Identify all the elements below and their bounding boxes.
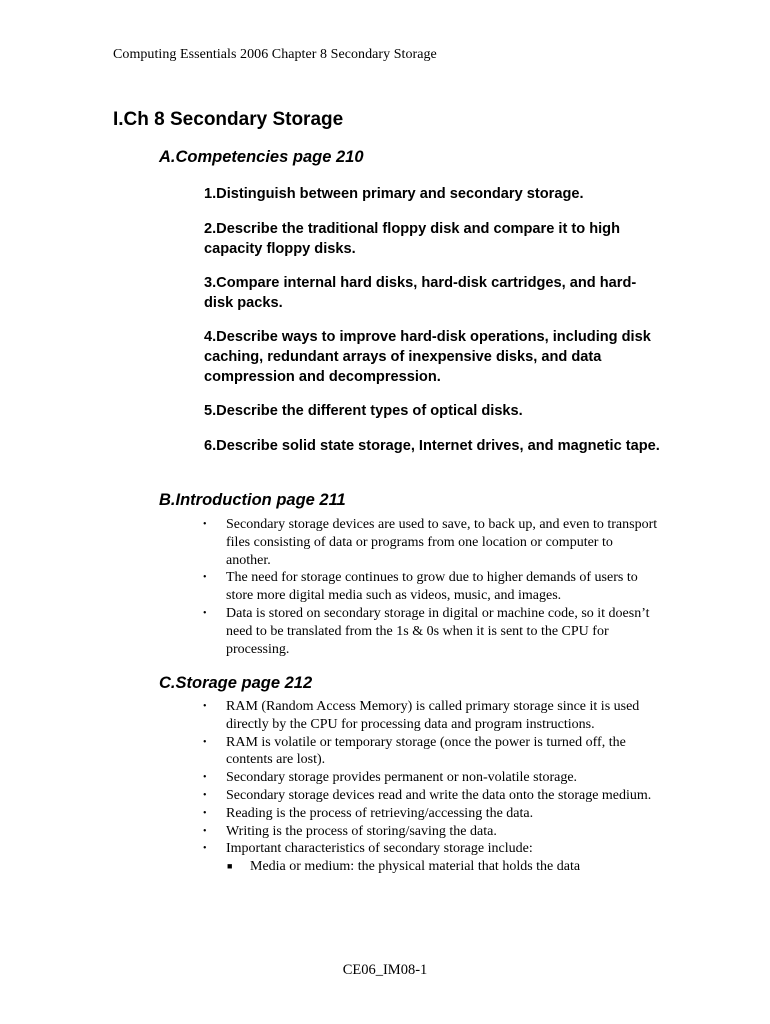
sub-bullet-text: Media or medium: the physical material that holds the data bbox=[250, 859, 581, 875]
bullet-icon: • bbox=[203, 789, 207, 801]
list-item bbox=[0, 605, 658, 658]
competency-item-6: 6.Describe solid state storage, Internet drives, and magnetic tape. bbox=[204, 438, 660, 454]
introduction-heading: B.Introduction page 211 bbox=[159, 491, 346, 509]
storage-heading: C.Storage page 212 bbox=[159, 674, 313, 692]
bullet-icon: • bbox=[203, 807, 207, 819]
competency-item-5: 5.Describe the different types of optical disks. bbox=[204, 403, 523, 419]
list-item bbox=[0, 805, 658, 823]
chapter-title: I.Ch 8 Secondary Storage bbox=[113, 109, 344, 130]
bullet-icon: • bbox=[203, 843, 207, 855]
bullet-text: The need for storage continues to grow due to higher demands of users to store more digital media such as videos, music, and images. bbox=[226, 570, 638, 604]
list-item bbox=[0, 698, 658, 734]
bullet-icon: • bbox=[203, 572, 207, 584]
list-item bbox=[0, 823, 658, 841]
bullet-text: Writing is the process of storing/saving the data. bbox=[226, 823, 497, 839]
list-item bbox=[0, 516, 658, 569]
bullet-icon: • bbox=[203, 607, 207, 619]
bullet-text: Important characteristics of secondary storage include: bbox=[226, 841, 533, 857]
competencies-heading: A.Competencies page 210 bbox=[159, 148, 364, 166]
list-item bbox=[0, 569, 658, 605]
page-footer: CE06_IM08-1 bbox=[342, 962, 428, 978]
competency-item-4: 4.Describe ways to improve hard-disk operations, including disk caching, redundant arrays of inexpensive disks, and data compression and decompression. bbox=[204, 329, 651, 385]
bullet-text: Reading is the process of retrieving/accessing the data. bbox=[226, 805, 534, 821]
bullet-icon: • bbox=[203, 772, 207, 784]
list-item bbox=[0, 840, 658, 858]
bullet-text: Secondary storage devices read and write the data onto the storage medium. bbox=[226, 787, 652, 803]
bullet-text: RAM is volatile or temporary storage (once the power is turned off, the contents are lost). bbox=[226, 734, 626, 768]
running-header: Computing Essentials 2006 Chapter 8 Secondary Storage bbox=[113, 47, 437, 62]
introduction-bullet-list bbox=[0, 516, 658, 658]
competency-item-2: 2.Describe the traditional floppy disk and compare it to high capacity floppy disks. bbox=[204, 221, 620, 257]
bullet-icon: • bbox=[203, 519, 207, 530]
competency-item-1: 1.Distinguish between primary and secondary storage. bbox=[204, 186, 584, 202]
sub-list-item bbox=[0, 858, 670, 876]
competency-item-3: 3.Compare internal hard disks, hard-disk cartridges, and hard-disk packs. bbox=[204, 275, 637, 311]
bullet-icon: • bbox=[203, 825, 207, 837]
bullet-text: Data is stored on secondary storage in digital or machine code, so it doesn’t need to be translated from the 1s & 0s when it is sent to the CPU for processing. bbox=[226, 605, 650, 657]
list-item bbox=[0, 734, 658, 770]
bullet-icon: • bbox=[203, 701, 207, 712]
list-item bbox=[0, 769, 658, 787]
bullet-text: Secondary storage provides permanent or non-volatile storage. bbox=[226, 770, 578, 786]
bullet-text: Secondary storage devices are used to save, to back up, and even to transport files consisting of data or programs from one location or computer to another. bbox=[226, 517, 658, 568]
bullet-icon: • bbox=[203, 736, 207, 748]
list-item bbox=[0, 787, 658, 805]
square-bullet-icon: ■ bbox=[227, 861, 233, 872]
bullet-text: RAM (Random Access Memory) is called primary storage since it is used directly by the CPU for processing data and program instructions. bbox=[226, 699, 640, 732]
storage-bullet-list bbox=[0, 698, 670, 876]
